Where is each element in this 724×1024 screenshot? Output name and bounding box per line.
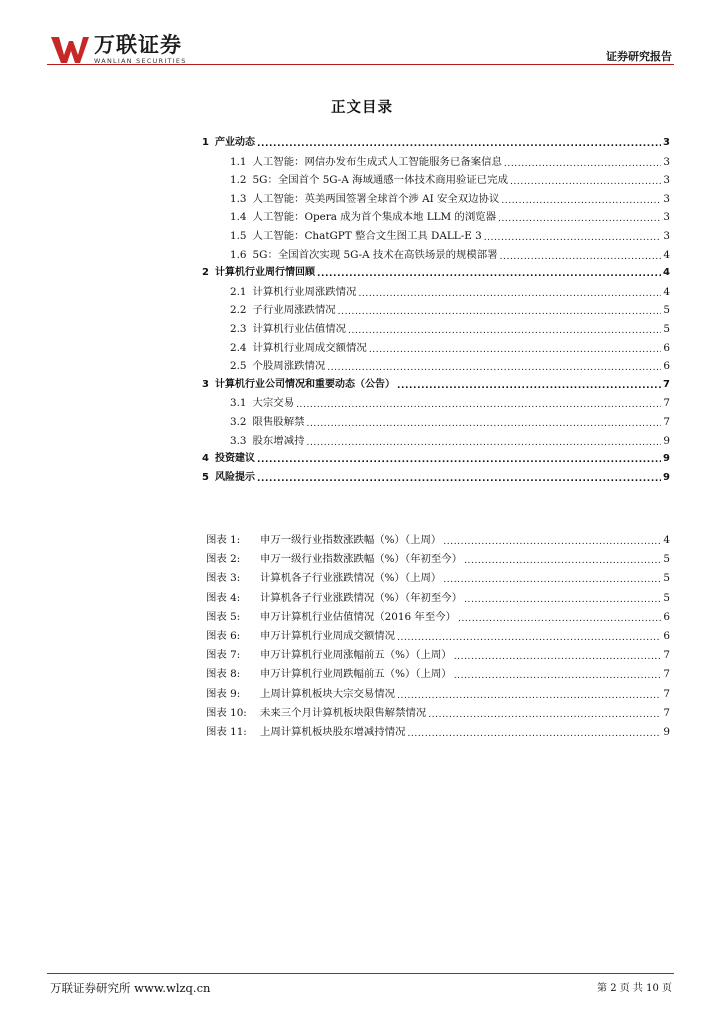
figure-entry-title: 上周计算机板块股东增减持情况 <box>260 725 406 738</box>
toc-entry-number: 2.3 <box>230 322 247 335</box>
toc-entry-page: 5 <box>663 304 670 317</box>
leader-dots <box>454 666 662 680</box>
leader-dots <box>443 570 661 584</box>
leader-dots <box>504 154 661 168</box>
toc-entry-number: 1.4 <box>230 211 247 224</box>
leader-dots <box>510 172 661 186</box>
figure-entry[interactable] <box>206 646 670 665</box>
figure-entry-label: 图表 6: <box>206 629 241 642</box>
figure-entry-label: 图表 3: <box>206 572 241 585</box>
figure-entry-title: 申万一级行业指数涨跌幅（%）（上周） <box>260 534 442 546</box>
figure-entry[interactable] <box>206 531 670 550</box>
figure-entry[interactable] <box>206 550 670 569</box>
leader-dots <box>397 628 661 642</box>
footer-divider <box>47 973 674 974</box>
figure-entry-title: 申万计算机行业周涨幅前五（%）（上周） <box>260 649 452 662</box>
toc-entry-number: 3.1 <box>230 397 247 410</box>
leader-dots <box>500 247 662 261</box>
toc-entry-number: 2.4 <box>230 341 247 354</box>
figure-entry-page: 7 <box>663 649 670 662</box>
toc-entry[interactable] <box>202 171 670 190</box>
leader-dots <box>306 433 661 447</box>
toc-entry[interactable] <box>202 413 670 432</box>
report-type-label: 证券研究报告 <box>606 50 672 63</box>
figure-entry-title: 未来三个月计算机板块限售解禁情况 <box>260 706 427 719</box>
leader-dots <box>257 451 661 465</box>
toc-entry-page: 3 <box>663 155 670 168</box>
toc-entry-page: 9 <box>663 434 670 447</box>
toc-entry-page: 3 <box>663 174 670 187</box>
leader-dots <box>257 470 661 484</box>
toc-entry-page: 3 <box>663 211 670 224</box>
leader-dots <box>306 414 661 428</box>
leader-dots <box>498 209 661 223</box>
figure-entry[interactable] <box>206 665 670 684</box>
toc-entry-number: 5 <box>202 471 209 483</box>
toc-entry-page: 7 <box>663 397 670 410</box>
leader-dots <box>443 532 661 546</box>
table-of-contents <box>202 134 670 487</box>
figure-entry[interactable] <box>206 569 670 588</box>
toc-entry-title: 计算机行业周行情回顾 <box>214 267 315 279</box>
toc-entry-number: 1 <box>202 137 209 148</box>
figure-entry-page: 5 <box>663 591 670 604</box>
figure-entry-label: 图表 7: <box>206 649 241 662</box>
toc-entry[interactable] <box>202 283 670 302</box>
toc-entry-title: 人工智能：网信办发布生成式人工智能服务已备案信息 <box>252 155 502 168</box>
toc-entry-title: 大宗交易 <box>252 397 295 410</box>
toc-entry[interactable] <box>202 320 670 339</box>
toc-entry[interactable] <box>202 227 670 246</box>
toc-entry[interactable] <box>202 450 670 469</box>
toc-entry-page: 7 <box>663 378 670 390</box>
logo-chinese-name: 万联证券 <box>94 33 182 57</box>
leader-dots <box>317 265 661 279</box>
toc-entry[interactable] <box>202 301 670 320</box>
toc-entry-number: 3.3 <box>230 434 247 447</box>
toc-entry[interactable] <box>202 357 670 376</box>
header-divider <box>47 64 674 65</box>
toc-entry-title: 个股周涨跌情况 <box>252 360 326 373</box>
leader-dots <box>484 228 662 242</box>
figure-entry-title: 计算机各子行业涨跌情况（%）（上周） <box>260 572 442 585</box>
toc-entry-page: 3 <box>663 137 670 148</box>
toc-entry-title: 5G：全国首次实现 5G-A 技术在高铁场景的规模部署 <box>252 248 498 261</box>
toc-entry-number: 2.1 <box>230 285 247 298</box>
figure-entry[interactable] <box>206 627 670 646</box>
toc-entry-page: 4 <box>663 285 670 298</box>
page-number: 第 2 页 共 10 页 <box>597 983 672 994</box>
figure-entry-page: 7 <box>663 687 670 700</box>
company-logo <box>50 34 187 65</box>
toc-entry[interactable] <box>202 153 670 172</box>
toc-entry-title: 子行业周涨跌情况 <box>252 304 336 317</box>
toc-entry[interactable] <box>202 394 670 413</box>
toc-entry-page: 4 <box>663 248 670 261</box>
toc-entry-title: 人工智能：英美两国签署全球首个涉 AI 安全双边协议 <box>252 192 500 205</box>
leader-dots <box>397 377 661 391</box>
toc-entry-title: 投资建议 <box>214 453 255 465</box>
toc-entry-number: 1.5 <box>230 229 247 242</box>
toc-entry-title: 计算机行业公司情况和重要动态（公告） <box>214 378 395 390</box>
figure-entry-title: 申万计算机行业周成交额情况 <box>260 629 396 642</box>
leader-dots <box>407 724 661 738</box>
toc-entry-title: 产业动态 <box>214 137 255 148</box>
leader-dots <box>458 609 661 623</box>
toc-entry[interactable] <box>202 339 670 358</box>
figure-entry[interactable] <box>206 685 670 704</box>
leader-dots <box>327 358 661 372</box>
figure-list <box>206 531 670 742</box>
leader-dots <box>358 284 661 298</box>
toc-entry-number: 2.2 <box>230 304 247 317</box>
toc-entry-page: 6 <box>663 360 670 373</box>
toc-entry-number: 1.6 <box>230 248 247 261</box>
page-header <box>0 0 724 70</box>
toc-entry-title: 风险提示 <box>214 471 255 483</box>
figure-entry-label: 图表 11: <box>206 725 247 738</box>
toc-title: 正文目录 <box>331 100 393 116</box>
logo-english-name: WANLIAN SECURITIES <box>94 57 187 65</box>
toc-entry[interactable] <box>202 469 670 488</box>
figure-entry-title: 申万计算机行业估值情况（2016 年至今） <box>260 610 456 623</box>
figure-entry-page: 7 <box>663 706 670 719</box>
toc-entry[interactable] <box>202 246 670 265</box>
toc-entry-page: 6 <box>663 341 670 354</box>
figure-entry-label: 图表 1: <box>206 534 241 546</box>
toc-entry[interactable] <box>202 432 670 451</box>
figure-entry-page: 5 <box>663 572 670 585</box>
toc-entry-title: 人工智能：ChatGPT 整合文生图工具 DALL-E 3 <box>252 229 482 242</box>
toc-entry-number: 4 <box>202 453 209 465</box>
toc-entry-title: 股东增减持 <box>252 434 305 447</box>
toc-entry-number: 1.1 <box>230 155 247 168</box>
toc-entry-page: 3 <box>663 229 670 242</box>
toc-entry-page: 5 <box>663 322 670 335</box>
figure-entry[interactable] <box>206 589 670 608</box>
toc-entry-number: 3 <box>202 378 209 390</box>
figure-entry-page: 9 <box>663 725 670 738</box>
toc-entry-title: 5G：全国首个 5G-A 海域通感一体技术商用验证已完成 <box>252 174 508 187</box>
toc-entry-title: 人工智能：Opera 成为首个集成本地 LLM 的浏览器 <box>252 211 496 224</box>
toc-entry[interactable] <box>202 208 670 227</box>
leader-dots <box>348 321 661 335</box>
toc-entry-page: 9 <box>663 471 670 483</box>
figure-entry[interactable] <box>206 608 670 627</box>
figure-entry-page: 5 <box>663 553 670 566</box>
figure-entry-page: 6 <box>663 610 670 623</box>
toc-entry-page: 3 <box>663 192 670 205</box>
figure-entry-title: 申万一级行业指数涨跌幅（%）（年初至今） <box>260 553 463 566</box>
toc-entry-page: 4 <box>663 267 670 279</box>
figure-entry-label: 图表 10: <box>206 706 247 719</box>
leader-dots <box>501 191 661 205</box>
toc-entry-page: 9 <box>663 453 670 465</box>
figure-entry-title: 上周计算机板块大宗交易情况 <box>260 687 396 700</box>
leader-dots <box>428 705 661 719</box>
toc-entry-title: 限售股解禁 <box>252 415 305 428</box>
toc-entry-number: 1.2 <box>230 174 247 187</box>
figure-entry-label: 图表 8: <box>206 668 241 681</box>
figure-entry[interactable] <box>206 723 670 742</box>
toc-entry[interactable] <box>202 134 670 153</box>
figure-entry-label: 图表 9: <box>206 687 241 700</box>
leader-dots <box>454 647 662 661</box>
leader-dots <box>397 686 661 700</box>
footer-source: 万联证券研究所 www.wlzq.cn <box>50 981 211 995</box>
toc-entry-number: 1.3 <box>230 192 247 205</box>
toc-entry[interactable] <box>202 190 670 209</box>
toc-entry[interactable] <box>202 376 670 395</box>
leader-dots <box>464 590 661 604</box>
toc-entry-number: 2.5 <box>230 360 247 373</box>
toc-entry-page: 7 <box>663 415 670 428</box>
figure-entry[interactable] <box>206 704 670 723</box>
toc-entry-number: 3.2 <box>230 415 247 428</box>
leader-dots <box>369 340 662 354</box>
figure-entry-page: 6 <box>663 629 670 642</box>
toc-entry-title: 计算机行业周涨跌情况 <box>252 285 357 298</box>
toc-entry-title: 计算机行业周成交额情况 <box>252 341 367 354</box>
figure-entry-page: 4 <box>663 534 670 546</box>
figure-entry-page: 7 <box>663 668 670 681</box>
leader-dots <box>257 135 661 149</box>
leader-dots <box>338 302 662 316</box>
figure-entry-title: 申万计算机行业周跌幅前五（%）（上周） <box>260 668 452 681</box>
wanlian-logo-icon <box>50 35 90 65</box>
figure-entry-title: 计算机各子行业涨跌情况（%）（年初至今） <box>260 591 463 604</box>
figure-entry-label: 图表 4: <box>206 591 241 604</box>
figure-entry-label: 图表 5: <box>206 610 241 623</box>
leader-dots <box>464 551 661 565</box>
toc-entry-title: 计算机行业估值情况 <box>252 322 347 335</box>
leader-dots <box>296 395 661 409</box>
figure-entry-label: 图表 2: <box>206 553 241 566</box>
toc-entry-number: 2 <box>202 267 209 279</box>
toc-entry[interactable] <box>202 264 670 283</box>
